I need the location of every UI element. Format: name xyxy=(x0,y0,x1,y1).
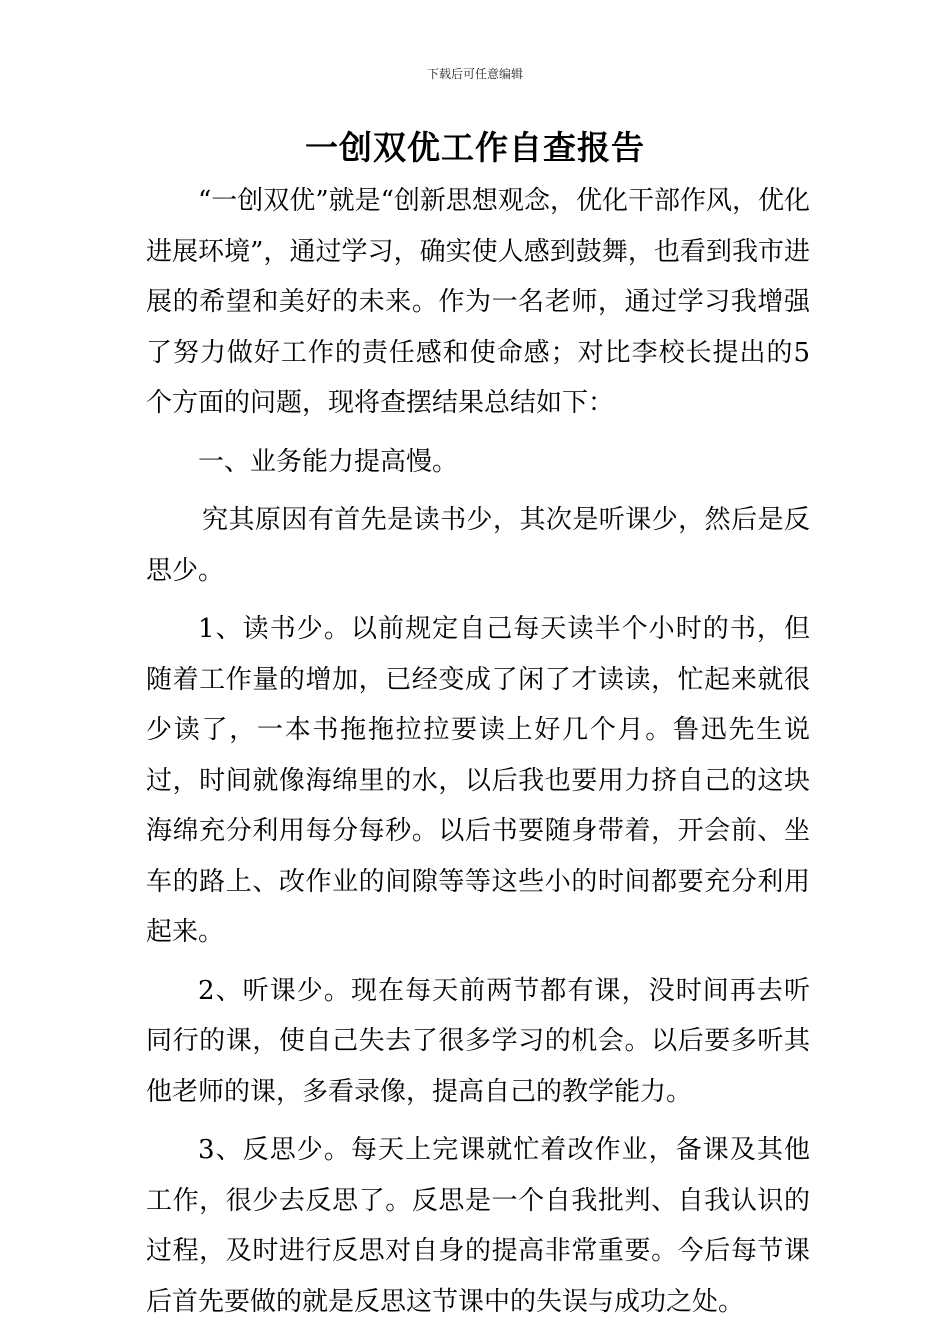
item-paragraph-listening: 2、听课少。现在每天前两节都有课，没时间再去听同行的课，使自己失去了很多学习的机会。以后要多听其他老师的课，多看录像，提高自己的教学能力。 xyxy=(146,975,810,1107)
document-title: 一创双优工作自查报告 xyxy=(305,128,645,167)
cause-paragraph: 究其原因有首先是读书少，其次是听课少，然后是反思少。 xyxy=(146,505,810,586)
item-paragraph-reading: 1、读书少。以前规定自己每天读半个小时的书，但随着工作量的增加，已经变成了闲了才读读，忙起来就很少读了，一本书拖拖拉拉要读上好几个月。鲁迅先生说过，时间就像海绵里的水，以后我也要用力挤自己的这块海绵充分利用每分每秒。以后书要随身带着，开会前、坐车的路上、改作业的间隙等等这些小的时间都要充分利用起来。 xyxy=(146,614,810,947)
section-heading-1: 一、业务能力提高慢。 xyxy=(198,446,459,477)
header-note: 下载后可任意编辑 xyxy=(426,67,523,81)
document-body xyxy=(146,176,810,1327)
item-paragraph-reflection: 3、反思少。每天上完课就忙着改作业，备课及其他工作，很少去反思了。反思是一个自我批判、自我认识的过程，及时进行反思对自身的提高非常重要。今后每节课后首先要做的就是反思这节课中的失误与成功之处。 xyxy=(146,1135,810,1317)
intro-paragraph: “一创双优”就是“创新思想观念，优化干部作风，优化进展环境”，通过学习，确实使人感到鼓舞，也看到我市进展的希望和美好的未来。作为一名老师，通过学习我增强了努力做好工作的责任感和使命感；对比李校长提出的5个方面的问题，现将查摆结果总结如下： xyxy=(146,186,810,418)
